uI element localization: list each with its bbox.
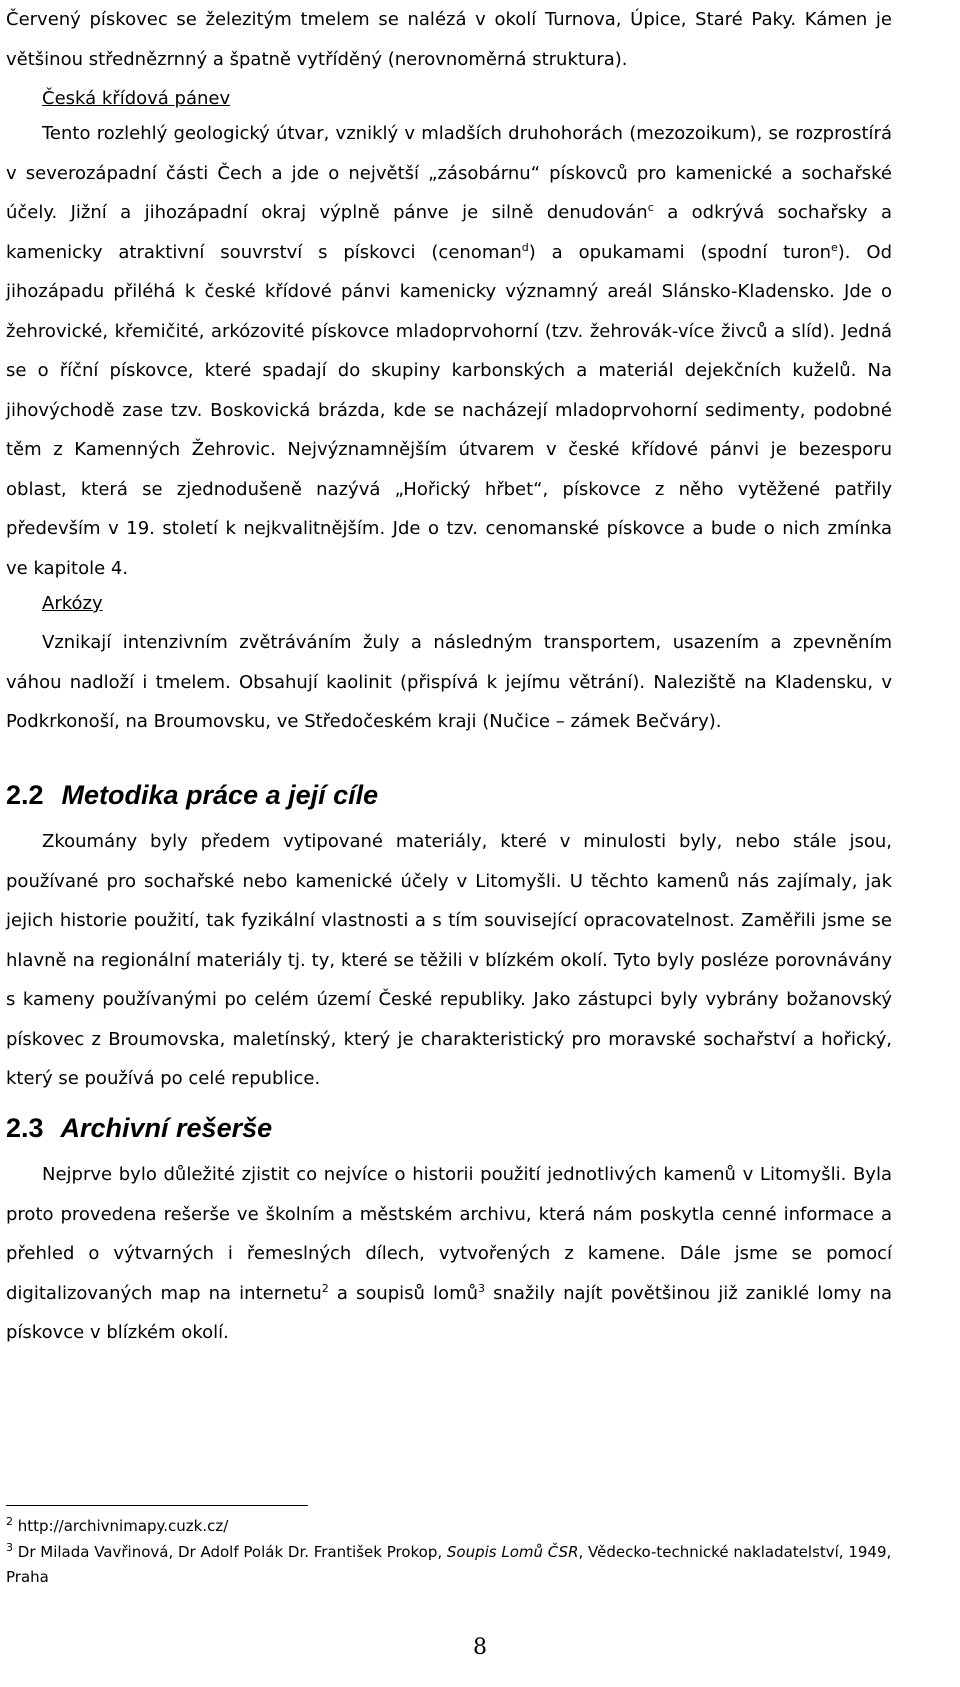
- superscript-d: d: [521, 240, 529, 254]
- footnote-3: $^3$ Dr Milada Vavřinová, Dr Adolf Polák Dr. František Prokop, Soupis Lomů ČSR, Vědecko-technické nakladatelství, 1949, Praha: [6, 1541, 892, 1586]
- page-number: 8: [473, 1635, 487, 1660]
- footnote-2-link[interactable]: http://archivnimapy.cuzk.cz/: [13, 1517, 229, 1535]
- subheading-ceska-kridova-panev: Česká křídová pánev: [42, 88, 231, 109]
- paragraph-archivni-reserse: Nejprve bylo důležité zjistit co nejvíce o historii použití jednotlivých kamenů v Litomyšli. Byla proto provedena rešerše ve školním a městském archivu, která nám poskytla cenné informace a přehled o výtvarných i řemeslných dílech, vytvořených z kamene. Dále jsme se pomocí digitalizovaných map na internetu$^2$ a soupisů lomů$^3$ snažily najít povětšinou již zaniklé lomy na pískovce v blízkém okolí.: [6, 1164, 892, 1343]
- paragraph-ceska-kridova-panev: Tento rozlehlý geologický útvar, vzniklý v mladších druhohorách (mezozoikum), se rozprostírá v severozápadní části Čech a jde o největší „zásobárnu“ pískovců pro kamenické a sochařské účely. Jižní a jihozápadní okraj výplně pánve je silně denudován$^c$ a odkrývá sochařsky a kamenicky atraktivní souvrství s pískovci (cenoman$^d$) a opukamami (spodní turon$^e$). Od jihozápadu přiléhá k české křídové pánvi kamenicky významný areál Slánsko-Kladensko. Jde o žehrovické, křemičité, arkózovité pískovce mladoprvohorní (tzv. žehrovák-více živců a slíd). Jedná se o říční pískovce, které spadají do skupiny karbonských a materiál dejekčních kuželů. Na jihovýchodě zase tzv. Boskovická brázda, kde se nacházejí mladoprvohorní sedimenty, podobné těm z Kamenných Žehrovic. Nejvýznamnějším útvarem v české křídové pánvi je bezesporu oblast, která se zjednodušeně nazývá „Hořický hřbet“, pískovce z něho vytěžené patřily především v 19. století k nejkvalitnějším. Jde o tzv. cenomanské pískovce a bude o nich zmínka ve kapitole 4.: [6, 123, 893, 579]
- paragraph-arkozy: Vznikají intenzivním zvětráváním žuly a následným transportem, usazením a zpevněním váhou nadloží i tmelem. Obsahují kaolinit (přispívá k jejímu větrání). Naleziště na Kladensku, v Podkrkonoší, na Broumovsku, ve Středočeském kraji (Nučice – zámek Bečváry).: [6, 632, 892, 732]
- superscript-e: e: [831, 240, 838, 254]
- footnote-ref-3: 3: [478, 1281, 486, 1295]
- paragraph-red-sandstone: Červený pískovec se železitým tmelem se nalézá v okolí Turnova, Úpice, Staré Paky. Kámen je většinou střednězrnný a špatně vytříděný (nerovnoměrná struktura).: [6, 9, 892, 70]
- footnote-separator: [6, 1505, 308, 1506]
- footnote-ref-2: 2: [321, 1281, 329, 1295]
- section-heading-2-3: 2.3 Archivní rešerše: [6, 1113, 273, 1143]
- footnote-2: $^2$ http://archivnimapy.cuzk.cz/: [6, 1515, 229, 1535]
- section-heading-2-2: 2.2 Metodika práce a její cíle: [6, 780, 379, 810]
- paragraph-metodika: Zkoumány byly předem vytipované materiály, které v minulosti byly, nebo stále jsou, používané pro sochařské nebo kamenické účely v Litomyšli. U těchto kamenů nás zajímaly, jak jejich historie použití, tak fyzikální vlastnosti a s tím související opracovatelnost. Zaměřili jsme se hlavně na regionální materiály tj. ty, které se těžili v blízkém okolí. Tyto byly posléze porovnávány s kameny používanými po celém území České republiky. Jako zástupci byly vybrány božanovský pískovec z Broumovska, maletínský, který je charakteristický pro moravské sochařství a hořický, který se používá po celé republice.: [6, 831, 892, 1089]
- superscript-c: c: [647, 201, 654, 214]
- subheading-arkozy: Arkózy: [42, 593, 103, 614]
